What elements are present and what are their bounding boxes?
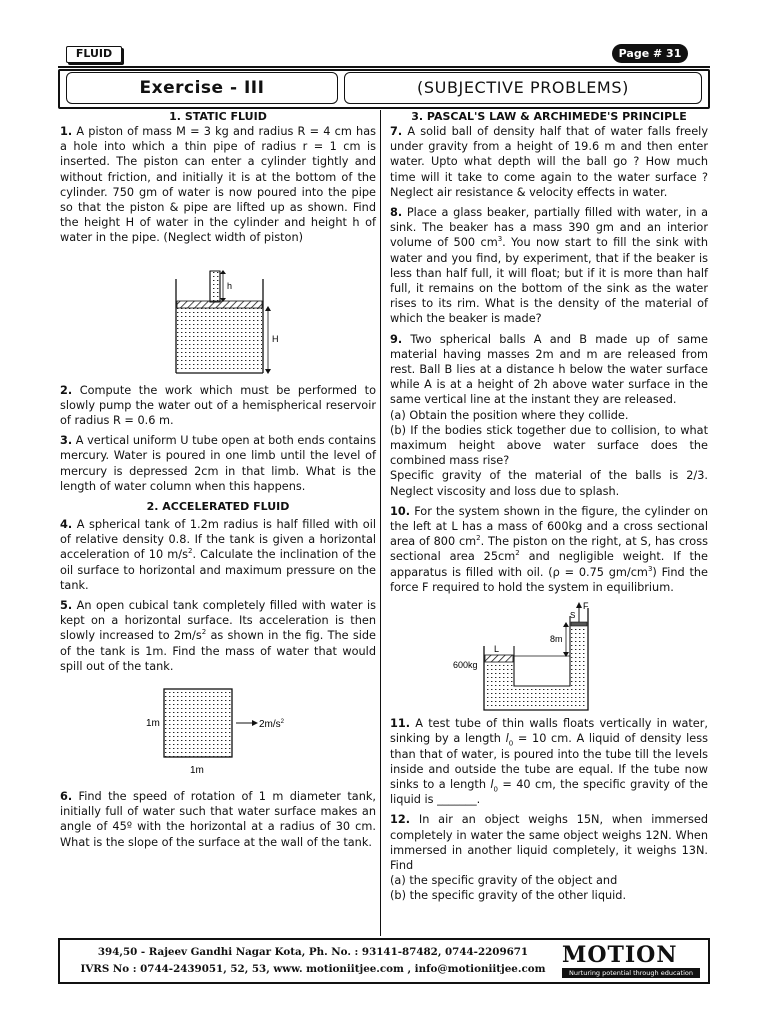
column-divider bbox=[380, 110, 381, 936]
question-10: 10. For the system shown in the figure, the cylinder on the left at L has a mass of 600kg and a cross sectional area of 800 $cm^2$. The piston on the right, at S, has cross sectional area $25cm^2$ and negligible weight. If the apparatus is filled with oil. (ρ = 0.75 $gm/cm^3$) Find the force F required to hold the system in equilibrium. bbox=[390, 504, 709, 594]
footer-contact bbox=[70, 944, 556, 978]
piston-diagram bbox=[60, 251, 376, 383]
page-number-badge: Page # 31 bbox=[612, 44, 688, 63]
label-acceleration: $2m/s^2$ bbox=[259, 719, 285, 731]
cubical-tank-diagram bbox=[60, 679, 376, 789]
header-rule bbox=[58, 66, 710, 68]
right-column bbox=[390, 109, 708, 909]
exercise-title: Exercise - III bbox=[66, 72, 338, 104]
question-7: 7. A solid ball of density half that of water falls freely under gravity from a height of 19.6 m and then enter water. Upto what depth will the ball go ? How much time will it take to come again to the water surface ? Neglect air resistance & velocity effects in water. bbox=[390, 125, 709, 199]
piston-figure bbox=[60, 251, 376, 383]
label-F: F bbox=[583, 601, 589, 612]
question-11: 11. A test tube of thin walls floats vertically in water, sinking by a length $l_0 = 10$ cm. A liquid of density less than that of water, is poured into the tube till the levels inside and outside the tube are equal. If the tube now sinks to a length $l_0 = 40$ cm, the specific gravity of the liquid is _______. bbox=[390, 717, 709, 807]
section-heading: 2. ACCELERATED FLUID bbox=[146, 500, 290, 514]
label-S: S bbox=[570, 611, 576, 621]
label-h: h bbox=[227, 280, 233, 291]
label-bottom: 1m bbox=[190, 765, 204, 777]
label-600kg: 600kg bbox=[453, 660, 478, 671]
label-H: H bbox=[272, 333, 279, 344]
question-8: 8. Place a glass beaker, partially filled with water, in a sink. The beaker has a mass 390 gm and an interior volume of 500 $cm^3$. You now start to fill the sink with water and you find, by experiment, that if the beaker is less than half full, it will float; but if it is more than half full, it remains on the bottom of the sink as the water rises to its rim. What is the density of the material of which the beaker is made? bbox=[390, 206, 708, 326]
question-9: 9. Two spherical balls A and B made up of same material having masses 2m and m are released from rest. Ball B lies at a distance h below the water surface while A is at a height of 2h above water surface in the same vertical line at the instant they are released. (a) Obtain the position where they collide. (b) If the bodies stick together due to collision, to what maximum height above water surface does the combined mass rise? Specific gravity of the material of the balls is 2/3. Neglect viscosity and loss due to splash. bbox=[390, 332, 708, 498]
question-12: 12. In air an object weighs 15N, when immersed completely in water the same object weighs 12N. When immersed in another liquid completely, it weighs 13N. Find (a) the specific gravity of the object and (b) the specific gravity of the other liquid. bbox=[390, 813, 709, 903]
chapter-tag: FLUID bbox=[66, 46, 122, 63]
label-side: 1m bbox=[146, 718, 160, 730]
cubical-tank-figure bbox=[60, 679, 376, 789]
section-heading: 3. PASCAL'S LAW & ARCHIMEDE'S PRINCIPLE bbox=[411, 110, 687, 123]
question-5: 5. An open cubical tank completely filled with water is kept on a horizontal surface. Its acceleration is then slowly increased to $2m/s^2$ as shown in the fig. The side of the tank is 1m. Find the mass of water that would spill out of the tank. bbox=[60, 599, 376, 673]
footer-address: 394,50 - Rajeev Gandhi Nagar Kota, Ph. No. : 93141-87482, 0744-2209671 bbox=[97, 946, 529, 958]
question-6: 6. Find the speed of rotation of 1 m diameter tank, initially full of water such that water surface makes an angle of 45º with the horizontal at a radius of 30 cm. What is the slope of the surface at the wall of the tank. bbox=[60, 790, 376, 849]
label-8m: 8m bbox=[550, 634, 563, 645]
section-heading: 1. STATIC FLUID bbox=[169, 110, 267, 123]
question-3: 3. A vertical uniform U tube open at both ends contains mercury. Water is poured in one limb until the level of mercury is depressed 2cm in that limb. What is the length of water column when this happens. bbox=[60, 434, 376, 493]
exercise-subtitle: (SUBJECTIVE PROBLEMS) bbox=[344, 72, 702, 104]
left-column bbox=[60, 109, 376, 855]
hydraulic-figure bbox=[390, 600, 708, 716]
question-4: 4. A spherical tank of 1.2m radius is half filled with oil of relative density 0.8. If the tank is given a horizontal acceleration of 10 $m/s^2$. Calculate the inclination of the oil surface to horizontal and maximum pressure on the tank. bbox=[60, 518, 376, 592]
footer-ivrs: IVRS No : 0744-2439051, 52, 53, www. motioniitjee.com , info@motioniitjee.com bbox=[80, 963, 546, 975]
question-1: 1. A piston of mass M = 3 kg and radius R = 4 cm has a hole into which a thin pipe of radius r = 1 cm is inserted. The piston can enter a cylinder tightly and without friction, and initially it is at the bottom of the cylinder. 750 gm of water is now poured into the pipe so that the piston & pipe are lifted up as shown. Find the height H of water in the cylinder and height h of water in the pipe. (Neglect width of piston) bbox=[60, 125, 377, 245]
question-2: 2. Compute the work which must be performed to slowly pump the water out of a hemispherical reservoir of radius R = 0.6 m. bbox=[60, 383, 376, 428]
brand-logo: MOTION bbox=[562, 942, 678, 968]
label-L: L bbox=[494, 644, 500, 655]
hydraulic-diagram bbox=[390, 600, 708, 716]
brand-tagline: Nurturing potential through education bbox=[562, 968, 700, 978]
